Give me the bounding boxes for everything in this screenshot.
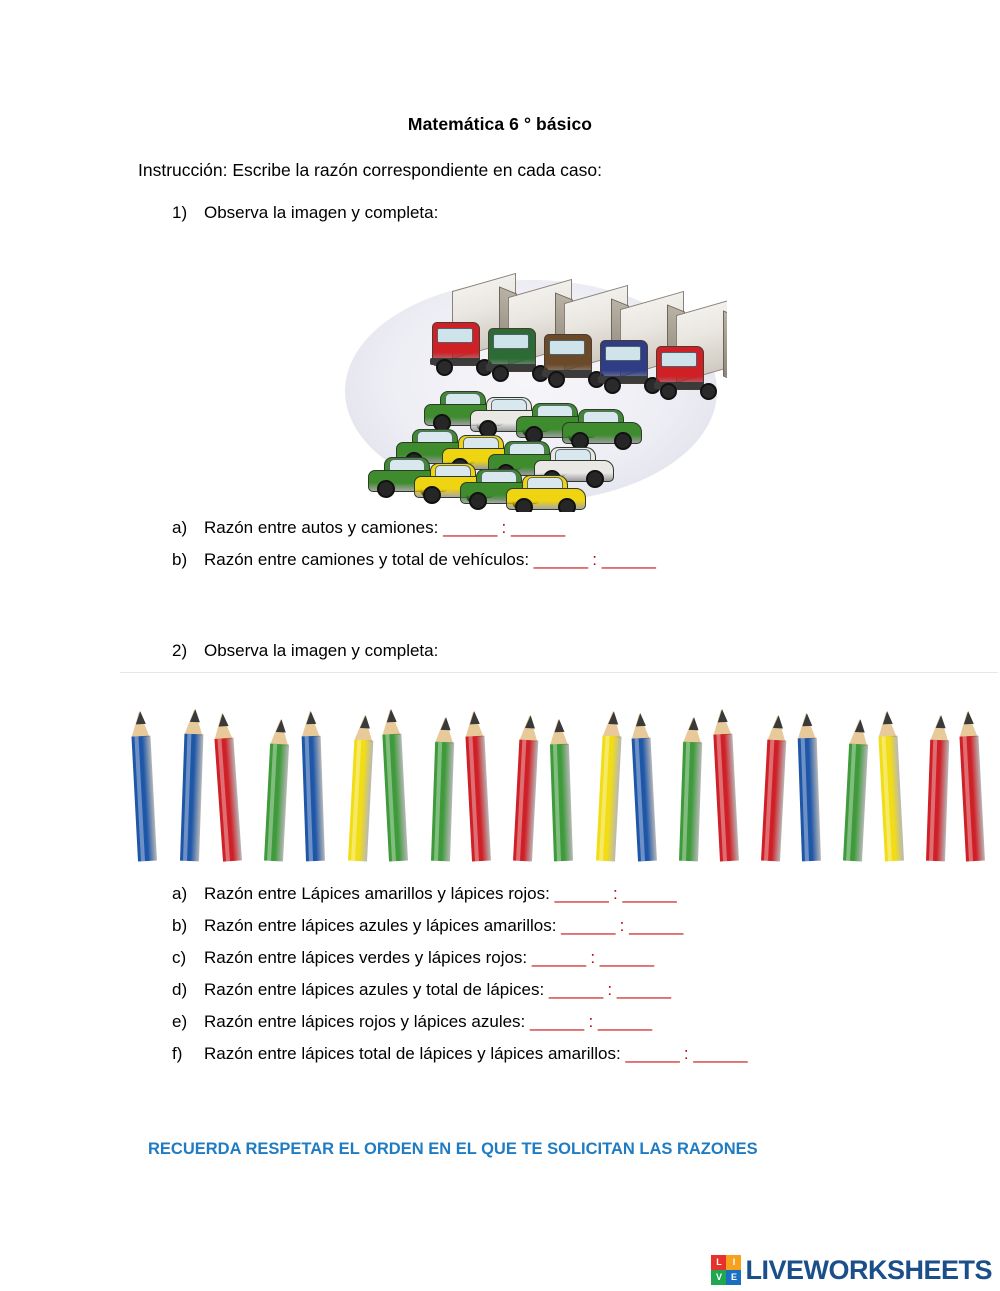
pencil	[630, 713, 657, 862]
exercise-2-answer-row	[172, 1044, 747, 1064]
truck-windshield	[605, 346, 641, 361]
exercise-1-prompt-text: Observa la imagen y completa:	[204, 203, 439, 222]
exercise-2-answer-text: Razón entre Lápices amarillos y lápices rojos:	[204, 884, 555, 903]
pencil-lead	[386, 709, 397, 723]
liveworksheets-logo	[711, 1253, 992, 1287]
car-wheel	[423, 486, 441, 504]
exercise-2-answer-letter: b)	[172, 916, 188, 935]
exercise-2-answer-blank-first[interactable]: ______	[530, 1012, 584, 1031]
pencil	[301, 711, 325, 862]
exercise-2-answers	[172, 884, 747, 1076]
truck-wheel	[436, 359, 453, 376]
car-wheel	[377, 480, 395, 498]
pencil	[958, 711, 985, 862]
pencil	[381, 709, 408, 862]
exercise-1-answer-blank-second[interactable]: ______	[510, 518, 565, 537]
truck-windshield	[661, 352, 697, 367]
pencil	[877, 711, 904, 862]
exercise-1-answer-blank-first[interactable]: ______	[443, 518, 497, 537]
pencil	[213, 713, 242, 862]
exercise-2-answer-text: Razón entre lápices verdes y lápices rojos:	[204, 948, 532, 967]
pencil	[348, 715, 375, 862]
exercise-2-answer-row	[172, 884, 747, 904]
exercise-2-answer-blank-first[interactable]: ______	[554, 884, 609, 903]
pencils-image	[120, 672, 998, 863]
exercise-2-answer-separator: :	[608, 884, 623, 903]
pencil	[549, 719, 573, 862]
exercise-1-answer-text: Razón entre camiones y total de vehículos:	[204, 550, 534, 569]
truck-wheel	[548, 371, 565, 388]
pencil-lead	[882, 711, 893, 725]
exercise-2-answer-blank-first[interactable]: ______	[531, 948, 586, 967]
pencil	[180, 709, 204, 862]
exercise-2-answer-blank-second[interactable]: ______	[693, 1044, 748, 1063]
pencil	[596, 711, 623, 862]
exercise-2-answer-text: Razón entre lápices rojos y lápices azules:	[204, 1012, 530, 1031]
exercise-1-prompt	[172, 203, 438, 223]
pencil	[130, 711, 157, 862]
exercise-2-answer-letter: a)	[172, 884, 188, 903]
pencil	[679, 717, 703, 862]
pencil-lead	[801, 713, 811, 726]
pencil-lead	[772, 715, 783, 729]
pencil-lead	[854, 719, 865, 733]
exercise-2-answer-text: Razón entre lápices azules y lápices amarillos:	[204, 916, 562, 935]
pencil	[797, 713, 821, 862]
exercise-1-answers	[172, 518, 655, 582]
exercise-1-answer-separator: :	[496, 518, 511, 537]
exercise-2-answer-row	[172, 980, 747, 1000]
exercise-2-answer-letter: e)	[172, 1012, 188, 1031]
exercise-2-answer-blank-second[interactable]: ______	[622, 884, 677, 903]
pencil-lead	[524, 715, 535, 729]
exercise-2-answer-letter: d)	[172, 980, 188, 999]
pencil-lead	[189, 709, 199, 722]
page-title: Matemática 6 ° básico	[407, 114, 593, 134]
exercise-1-answer-blank-second[interactable]: ______	[601, 550, 656, 569]
car-wheel	[469, 492, 487, 510]
pencil-lead	[554, 719, 564, 732]
pencil-lead	[359, 715, 370, 729]
logo-letter-v: V	[711, 1270, 726, 1285]
pencil-lead	[469, 711, 480, 725]
exercise-2-answer-blank-first[interactable]: ______	[548, 980, 603, 999]
pencil	[761, 715, 788, 862]
pencil-lead	[217, 713, 228, 727]
exercise-2-answer-separator: :	[679, 1044, 694, 1063]
exercise-2-answer-separator: :	[602, 980, 617, 999]
exercise-1-answer-letter: a)	[172, 518, 188, 537]
vehicles-image	[337, 262, 727, 512]
pencil	[712, 709, 739, 862]
pencil	[926, 715, 950, 862]
exercise-2-answer-separator: :	[583, 1012, 598, 1031]
exercise-2-number: 2)	[172, 641, 188, 660]
logo-letter-i: I	[726, 1255, 741, 1270]
exercise-2-answer-text: Razón entre lápices azules y total de lápices:	[204, 980, 549, 999]
car-wheel	[614, 432, 632, 450]
pencil-lead	[963, 711, 974, 725]
pencil-lead	[635, 713, 646, 727]
car-wheel	[586, 470, 604, 488]
truck-windshield	[549, 340, 585, 355]
exercise-2-answer-blank-first[interactable]: ______	[561, 916, 615, 935]
logo-letter-e: E	[726, 1270, 741, 1285]
instruction-text: Instrucción: Escribe la razón correspondiente en cada caso:	[138, 160, 603, 180]
pencil-lead	[305, 711, 315, 724]
pencil-lead	[608, 711, 619, 725]
exercise-1-answer-blank-first[interactable]: ______	[533, 550, 588, 569]
truck	[654, 306, 727, 402]
exercise-2-answer-blank-first[interactable]: ______	[625, 1044, 680, 1063]
liveworksheets-wordmark: LIVEWORKSHEETS	[745, 1254, 992, 1285]
pencil	[464, 711, 491, 862]
exercise-2-answer-blank-second[interactable]: ______	[597, 1012, 652, 1031]
exercise-2-answer-blank-second[interactable]: ______	[599, 948, 654, 967]
pencil	[431, 717, 455, 862]
logo-letter-l: L	[711, 1255, 726, 1270]
exercise-2-prompt	[172, 641, 438, 661]
pencil	[513, 715, 540, 862]
exercise-1-answer-row	[172, 550, 655, 570]
car-wheel	[515, 498, 533, 512]
truck-windshield	[437, 328, 473, 343]
pencil	[264, 719, 290, 862]
exercise-2-answer-text: Razón entre lápices total de lápices y lápices amarillos:	[204, 1044, 626, 1063]
pencil-lead	[688, 717, 698, 730]
exercise-2-answer-letter: f)	[172, 1044, 183, 1063]
exercise-2-answer-row	[172, 916, 747, 936]
exercise-2-answer-row	[172, 1012, 747, 1032]
exercise-2-answer-separator: :	[614, 916, 630, 935]
truck-wheel	[700, 383, 717, 400]
pencil-lead	[717, 709, 728, 723]
exercise-1-answer-row	[172, 518, 655, 538]
truck-wheel	[492, 365, 509, 382]
exercise-1-answer-separator: :	[587, 550, 602, 569]
pencil-lead	[135, 711, 146, 725]
exercise-1-answer-letter: b)	[172, 550, 188, 569]
exercise-2-answer-separator: :	[585, 948, 600, 967]
pencil-lead	[935, 715, 945, 728]
truck-wheel	[660, 383, 677, 400]
exercise-1-number: 1)	[172, 203, 188, 222]
truck-trailer-side	[723, 310, 727, 383]
exercise-2-answer-row	[172, 948, 747, 968]
liveworksheets-cube-icon	[711, 1255, 741, 1285]
exercise-1-answer-text: Razón entre autos y camiones:	[204, 518, 444, 537]
exercise-2-prompt-text: Observa la imagen y completa:	[204, 641, 439, 660]
pencil-lead	[440, 717, 450, 730]
car-wheel	[558, 498, 576, 512]
exercise-2-answer-letter: c)	[172, 948, 187, 967]
truck-wheel	[604, 377, 621, 394]
pencil-lead	[275, 719, 286, 733]
exercise-2-answer-blank-second[interactable]: ______	[616, 980, 671, 999]
reminder-text: RECUERDA RESPETAR EL ORDEN EN EL QUE TE SOLICITAN LAS RAZONES	[148, 1140, 758, 1158]
car	[506, 470, 586, 512]
pencil	[843, 719, 869, 862]
exercise-2-answer-blank-second[interactable]: ______	[629, 916, 683, 935]
truck-windshield	[493, 334, 529, 349]
